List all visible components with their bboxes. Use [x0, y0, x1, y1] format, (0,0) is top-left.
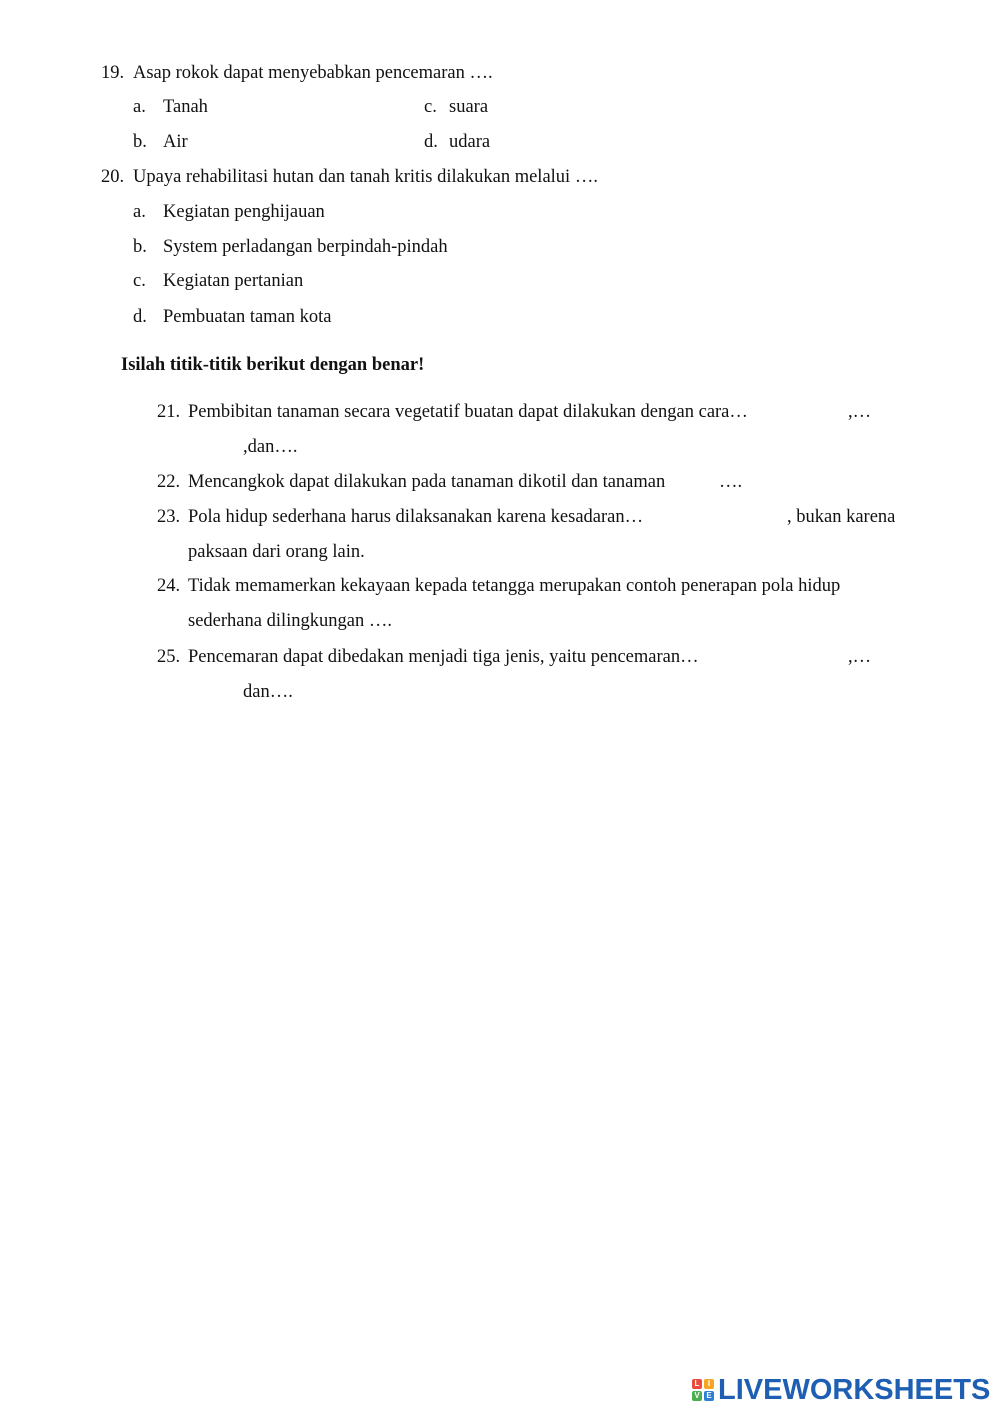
logo-text: LIVEWORKSHEETS [718, 1373, 991, 1406]
q19-option-d[interactable]: udara [449, 132, 491, 152]
question-22-text: Mencangkok dapat dilakukan pada tanaman dikotil dan tanaman [188, 472, 666, 492]
question-25-line2: dan…. [243, 682, 293, 702]
q23-answer-blank[interactable] [685, 506, 783, 526]
liveworksheets-logo [692, 1374, 990, 1406]
question-24-number: 24. [157, 576, 181, 596]
question-19-number: 19. [101, 63, 125, 83]
question-23-number: 23. [157, 507, 181, 527]
liveworksheets-logo-icon [692, 1379, 714, 1401]
q25-answer-blank-2[interactable] [188, 681, 238, 701]
question-25-number: 25. [157, 647, 181, 667]
question-24-line2: sederhana dilingkungan …. [188, 611, 392, 631]
question-25-sep: ,… [848, 647, 872, 667]
question-22-end: …. [719, 472, 743, 492]
question-20-text: Upaya rehabilitasi hutan dan tanah kritis dilakukan melalui …. [133, 167, 598, 187]
question-23-text: Pola hidup sederhana harus dilaksanakan karena kesadaran… [188, 507, 644, 527]
q19-option-c-letter: c. [424, 97, 437, 117]
question-21-number: 21. [157, 402, 181, 422]
q21-answer-blank-2[interactable] [188, 436, 240, 456]
q19-option-c[interactable]: suara [449, 97, 489, 117]
q19-option-b[interactable]: Air [163, 132, 188, 152]
q19-option-d-letter: d. [424, 132, 438, 152]
q19-option-a-letter: a. [133, 97, 146, 117]
q20-option-c-letter: c. [133, 271, 146, 291]
q25-answer-blank-1[interactable] [745, 646, 843, 666]
q20-option-c[interactable]: Kegiatan pertanian [163, 271, 304, 291]
q20-option-b-letter: b. [133, 237, 147, 257]
question-24-text: Tidak memamerkan kekayaan kepada tetangga merupakan contoh penerapan pola hidup [188, 576, 841, 596]
question-19-text: Asap rokok dapat menyebabkan pencemaran …. [133, 63, 493, 83]
q20-option-b[interactable]: System perladangan berpindah-pindah [163, 237, 448, 257]
question-23-end: , bukan karena [787, 507, 896, 527]
logo-tile-icon: E [704, 1391, 714, 1401]
question-21-sep: ,… [848, 402, 872, 422]
question-25-text: Pencemaran dapat dibedakan menjadi tiga jenis, yaitu pencemaran… [188, 647, 699, 667]
question-21-text: Pembibitan tanaman secara vegetatif buatan dapat dilakukan dengan cara… [188, 402, 748, 422]
logo-tile-icon: L [692, 1379, 702, 1389]
q20-option-a-letter: a. [133, 202, 146, 222]
question-23-line2: paksaan dari orang lain. [188, 542, 365, 562]
question-21-line2: ,dan…. [243, 437, 298, 457]
q19-option-a[interactable]: Tanah [163, 97, 208, 117]
q20-option-d[interactable]: Pembuatan taman kota [163, 307, 332, 327]
q19-option-b-letter: b. [133, 132, 147, 152]
section-instruction: Isilah titik-titik berikut dengan benar! [121, 355, 425, 375]
q20-option-d-letter: d. [133, 307, 147, 327]
logo-tile-icon: I [704, 1379, 714, 1389]
question-20-number: 20. [101, 167, 125, 187]
question-22-number: 22. [157, 472, 181, 492]
q21-answer-blank-1[interactable] [798, 401, 844, 421]
q20-option-a[interactable]: Kegiatan penghijauan [163, 202, 325, 222]
logo-tile-icon: V [692, 1391, 702, 1401]
